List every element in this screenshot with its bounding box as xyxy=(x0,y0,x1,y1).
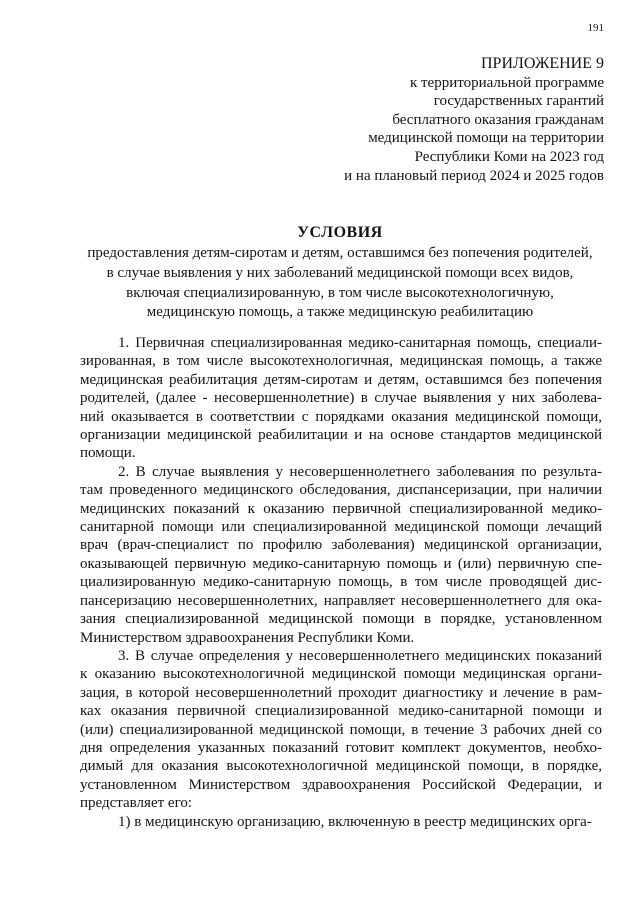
text-line: установленном Министерством здравоохранения Российской Федерации, и xyxy=(80,776,602,793)
text-line: оказывающей первичную медико-санитарную помощь и (или) первичную спе- xyxy=(80,555,602,572)
text-line: пансеризацию несовершеннолетних, направляет несовершеннолетнего для ока- xyxy=(80,592,602,609)
text-line: зация, в которой несовершеннолетний проходит диагностику и лечение в рам- xyxy=(80,684,602,701)
text-line: врач (врач-специалист по профилю заболевания) медицинской организации, xyxy=(80,537,602,554)
text-line: 1. Первичная специализированная медико-санитарная помощь, специали- xyxy=(118,335,602,351)
text-line: организации медицинской реабилитации и на основе стандартов медицинской xyxy=(80,427,602,444)
text-line: зания специализированной медицинской помощи в порядке, установленном xyxy=(80,611,602,628)
document-subtitle-line: в случае выявления у них заболеваний медицинской помощи всех видов, xyxy=(106,264,574,281)
paragraph-3 xyxy=(80,647,602,813)
appendix-header xyxy=(344,55,604,185)
document-subtitle-line: включая специализированную, в том числе высокотехнологичную, xyxy=(126,284,554,301)
text-line: 3. В случае определения у несовершеннолетнего медицинских показаний xyxy=(118,647,602,664)
paragraph-1 xyxy=(80,334,602,463)
appendix-title: ПРИЛОЖЕНИЕ 9 xyxy=(480,55,604,72)
text-line: циализированную медико-санитарную помощь, в том числе проводящей дис- xyxy=(80,574,602,591)
document-body xyxy=(80,334,602,831)
text-line: к оказанию высокотехнологичной медицинской помощи медицинская органи- xyxy=(80,666,602,683)
appendix-line: бесплатного оказания гражданам xyxy=(392,111,604,128)
text-line: зированная, в том числе высокотехнологичная, медицинская помощь, а также xyxy=(80,353,602,370)
appendix-line: и на плановый период 2024 и 2025 годов xyxy=(344,167,604,184)
text-line: представляет его: xyxy=(80,795,193,812)
text-line: ний оказывается в соответствии с порядками оказания медицинской помощи, xyxy=(80,408,602,425)
page-number: 191 xyxy=(587,22,604,34)
text-line: помощи. xyxy=(80,445,136,462)
text-line: дня определения указанных показаний готовит комплект документов, необхо- xyxy=(80,739,602,756)
appendix-line: медицинской помощи на территории xyxy=(368,130,604,147)
document-title: УСЛОВИЯ xyxy=(297,224,383,241)
appendix-line: Республики Коми на 2023 год xyxy=(414,148,604,165)
text-line: родителей, (далее - несовершеннолетние) в случае выявления у них заболева- xyxy=(80,390,602,407)
text-line: медицинских показаний к оказанию первичной специализированной медико- xyxy=(80,500,602,517)
text-line: димый для оказания высокотехнологичной медицинской помощи, в порядке, xyxy=(80,758,602,775)
document-subtitle-line: предоставления детям-сиротам и детям, оставшимся без попечения родителей, xyxy=(87,245,593,261)
appendix-line: государственных гарантий xyxy=(433,93,604,110)
text-line: 2. В случае выявления у несовершеннолетнего заболевания по результа- xyxy=(118,463,602,480)
paragraph-2 xyxy=(80,463,602,647)
text-line: Министерством здравоохранения Республики Коми. xyxy=(80,629,415,646)
appendix-line: к территориальной программе xyxy=(409,74,604,91)
text-line: (или) специализированной медицинской помощи, в течение 3 рабочих дней со xyxy=(80,721,602,738)
text-line: ках оказания первичной специализированной медико-санитарной помощи и xyxy=(80,703,602,720)
document-subtitle-line: медицинскую помощь, а также медицинскую реабилитацию xyxy=(146,304,534,321)
document-heading xyxy=(60,222,620,323)
text-line: там проведенного медицинского обследования, диспансеризации, при наличии xyxy=(80,482,602,499)
text-line: санитарной помощи или специализированной медицинской помощи лечащий xyxy=(80,519,602,536)
text-line: медицинская реабилитация детям-сиротам и детям, оставшимся без попечения xyxy=(80,371,602,388)
subitem-1: 1) в медицинскую организацию, включенную в реестр медицинских орга- xyxy=(118,813,592,830)
